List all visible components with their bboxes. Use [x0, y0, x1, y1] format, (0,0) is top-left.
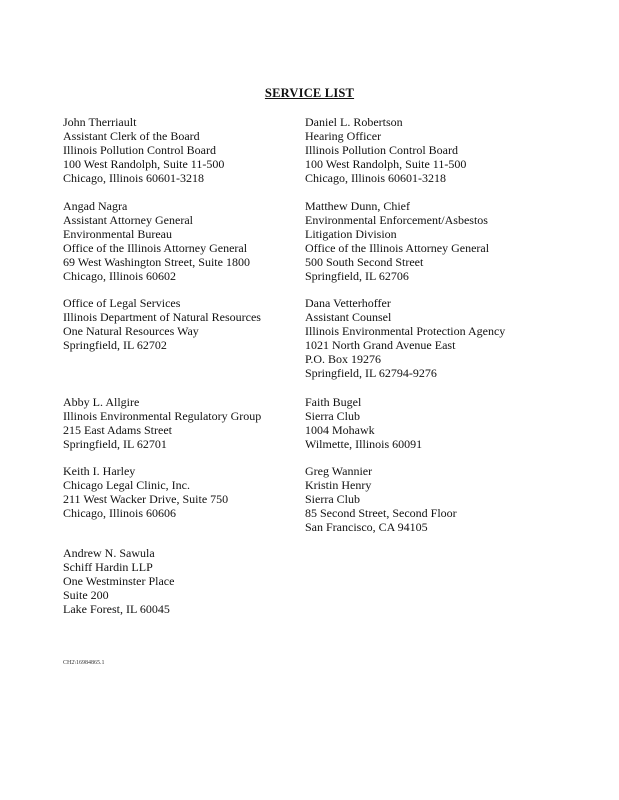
service-entry: [63, 115, 224, 185]
entry-line: Environmental Enforcement/Asbestos: [305, 213, 488, 227]
entry-line: 211 West Wacker Drive, Suite 750: [63, 492, 229, 506]
entry-line: Chicago, Illinois 60606: [63, 506, 176, 520]
entry-name: Greg Wannier: [305, 464, 373, 478]
page-title: SERVICE LIST: [264, 86, 355, 100]
entry-name: John Therriault: [63, 115, 137, 129]
entry-name: Dana Vetterhoffer: [305, 296, 391, 310]
entry-line: Springfield, IL 62702: [63, 338, 167, 352]
entry-line: Suite 200: [63, 588, 109, 602]
entry-line: Springfield, IL 62701: [63, 437, 167, 451]
entry-line: Litigation Division: [305, 227, 397, 241]
entry-line: Hearing Officer: [305, 129, 382, 143]
entry-line: 69 West Washington Street, Suite 1800: [63, 255, 250, 269]
entry-line: Office of the Illinois Attorney General: [63, 241, 248, 255]
service-entry: [63, 199, 250, 283]
entry-line: Illinois Pollution Control Board: [63, 143, 217, 157]
service-entry: [305, 464, 457, 534]
document-id-footer: CH2\16984865.1: [63, 660, 105, 666]
entry-line: One Westminster Place: [63, 574, 175, 588]
entry-line: 1021 North Grand Avenue East: [305, 338, 456, 352]
entry-name: Office of Legal Services: [63, 296, 181, 310]
entry-line: Illinois Department of Natural Resources: [63, 310, 261, 324]
entry-line: 1004 Mohawk: [305, 423, 375, 437]
entry-line: Sierra Club: [305, 492, 360, 506]
entry-line: Illinois Pollution Control Board: [305, 143, 459, 157]
entry-line: Chicago, Illinois 60601-3218: [63, 171, 204, 185]
entry-name: Abby L. Allgire: [63, 395, 140, 409]
entry-name: Daniel L. Robertson: [305, 115, 403, 129]
entry-name: Andrew N. Sawula: [63, 546, 155, 560]
entry-line: 85 Second Street, Second Floor: [305, 506, 457, 520]
entry-line: One Natural Resources Way: [63, 324, 199, 338]
entry-line: Wilmette, Illinois 60091: [305, 437, 423, 451]
entry-line: Chicago, Illinois 60601-3218: [305, 171, 446, 185]
service-entry: [63, 395, 261, 451]
entry-line: San Francisco, CA 94105: [305, 520, 428, 534]
entry-line: 100 West Randolph, Suite 11-500: [63, 157, 225, 171]
entry-line: 100 West Randolph, Suite 11-500: [305, 157, 467, 171]
entry-name: Faith Bugel: [305, 395, 362, 409]
entry-line: Chicago, Illinois 60602: [63, 269, 176, 283]
entry-line: Illinois Environmental Regulatory Group: [63, 409, 262, 423]
entry-line: Kristin Henry: [305, 478, 372, 492]
entry-line: Lake Forest, IL 60045: [63, 602, 170, 616]
entry-line: Sierra Club: [305, 409, 360, 423]
entry-line: Chicago Legal Clinic, Inc.: [63, 478, 190, 492]
entry-line: P.O. Box 19276: [305, 352, 382, 366]
service-entry: [63, 464, 228, 520]
entry-name: Keith I. Harley: [63, 464, 136, 478]
service-entry: [63, 546, 174, 616]
service-entry: [305, 199, 489, 283]
entry-line: Assistant Attorney General: [63, 213, 193, 227]
entry-line: Springfield, IL 62706: [305, 269, 409, 283]
service-entry: [305, 115, 466, 185]
entry-line: 215 East Adams Street: [63, 423, 172, 437]
entry-line: 500 South Second Street: [305, 255, 424, 269]
entry-line: Assistant Clerk of the Board: [63, 129, 200, 143]
entry-line: Environmental Bureau: [63, 227, 172, 241]
service-entry: [305, 296, 505, 380]
entry-line: Office of the Illinois Attorney General: [305, 241, 490, 255]
entry-line: Schiff Hardin LLP: [63, 560, 153, 574]
service-entry: [305, 395, 422, 451]
entry-name: Matthew Dunn, Chief: [305, 199, 410, 213]
entry-line: Springfield, IL 62794-9276: [305, 366, 437, 380]
entry-name: Angad Nagra: [63, 199, 128, 213]
entry-line: Illinois Environmental Protection Agency: [305, 324, 506, 338]
entry-line: Assistant Counsel: [305, 310, 392, 324]
service-entry: [63, 296, 261, 352]
